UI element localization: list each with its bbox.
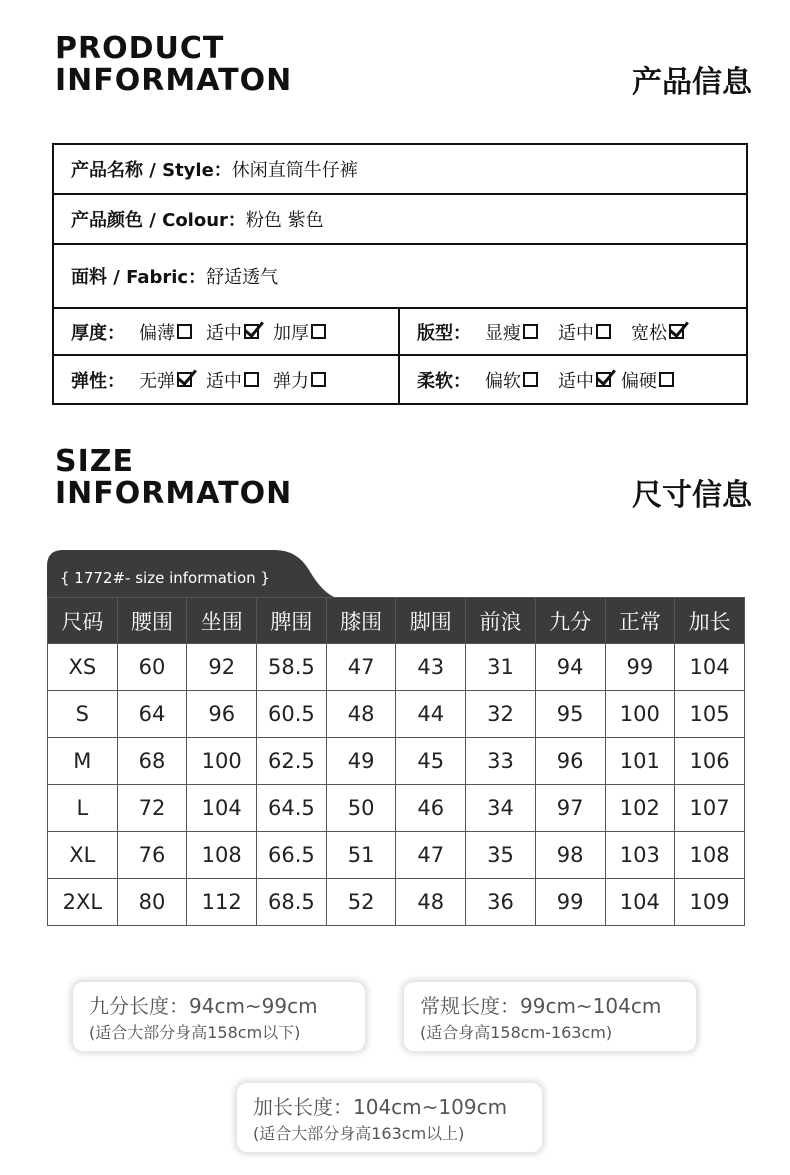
size-label-cell: L xyxy=(48,785,118,832)
product-heading-cn: 产品信息 xyxy=(632,65,752,100)
size-table-tab-label: { 1772#- size information } xyxy=(60,569,270,587)
size-value-cell: 101 xyxy=(605,738,675,785)
size-value-cell: 50 xyxy=(326,785,396,832)
checkbox-icon xyxy=(177,324,192,339)
size-value-cell: 62.5 xyxy=(257,738,327,785)
elasticity-option xyxy=(273,367,326,393)
table-row xyxy=(48,738,745,785)
fit-option xyxy=(631,319,684,345)
size-value-cell: 104 xyxy=(605,879,675,926)
size-value-cell: 64.5 xyxy=(257,785,327,832)
size-value-cell: 52 xyxy=(326,879,396,926)
length-note-long xyxy=(237,1083,542,1152)
size-table-body xyxy=(48,644,745,926)
option-text: 加厚 xyxy=(273,322,309,344)
size-value-cell: 68.5 xyxy=(257,879,327,926)
option-text: 偏软 xyxy=(485,370,521,392)
thickness-cell xyxy=(54,309,400,354)
size-value-cell: 51 xyxy=(326,832,396,879)
product-heading-en xyxy=(55,33,292,97)
size-value-cell: 95 xyxy=(535,691,605,738)
checkbox-icon xyxy=(596,324,611,339)
checkbox-icon xyxy=(244,372,259,387)
size-value-cell: 108 xyxy=(187,832,257,879)
checkbox-icon xyxy=(311,372,326,387)
fabric-label: 面料 / Fabric： xyxy=(71,267,207,288)
elasticity-label: 弹性： xyxy=(71,370,125,392)
length-note-main: 常规长度：99cm~104cm xyxy=(420,994,662,1018)
length-note-cropped xyxy=(73,982,365,1051)
softness-option xyxy=(621,367,674,393)
thickness-label: 厚度： xyxy=(71,322,125,344)
size-value-cell: 105 xyxy=(675,691,745,738)
size-label-cell: M xyxy=(48,738,118,785)
colour-value: 粉色 紫色 xyxy=(245,210,324,231)
size-heading-en xyxy=(55,446,292,510)
colour-label: 产品颜色 / Colour： xyxy=(71,210,246,231)
length-note-sub: (适合大部分身高158cm以下) xyxy=(89,1023,301,1042)
length-note-regular xyxy=(404,982,696,1051)
option-text: 适中 xyxy=(206,322,242,344)
style-row xyxy=(54,145,746,195)
size-table-header-cell: 正常 xyxy=(605,598,675,644)
elasticity-cell xyxy=(54,356,400,403)
size-value-cell: 107 xyxy=(675,785,745,832)
option-text: 适中 xyxy=(206,370,242,392)
size-value-cell: 43 xyxy=(396,644,466,691)
thickness-option xyxy=(273,319,326,345)
size-value-cell: 58.5 xyxy=(257,644,327,691)
table-row xyxy=(48,785,745,832)
size-value-cell: 32 xyxy=(466,691,536,738)
size-value-cell: 60.5 xyxy=(257,691,327,738)
size-value-cell: 33 xyxy=(466,738,536,785)
thickness-fit-row xyxy=(54,309,746,356)
size-value-cell: 99 xyxy=(535,879,605,926)
colour-row xyxy=(54,195,746,245)
size-table-header-cell: 九分 xyxy=(535,598,605,644)
size-value-cell: 100 xyxy=(187,738,257,785)
checkbox-icon xyxy=(244,324,259,339)
fit-option xyxy=(485,319,538,345)
size-value-cell: 99 xyxy=(605,644,675,691)
size-value-cell: 66.5 xyxy=(257,832,327,879)
checkbox-icon xyxy=(523,324,538,339)
option-text: 弹力 xyxy=(273,370,309,392)
checkbox-icon xyxy=(311,324,326,339)
size-label-cell: XS xyxy=(48,644,118,691)
size-value-cell: 102 xyxy=(605,785,675,832)
softness-label: 柔软： xyxy=(417,370,471,392)
checkbox-icon xyxy=(177,372,192,387)
size-value-cell: 60 xyxy=(117,644,187,691)
product-heading-line1: PRODUCT xyxy=(55,31,225,66)
size-value-cell: 76 xyxy=(117,832,187,879)
size-heading-line2: INFORMATON xyxy=(55,476,293,511)
size-table-header-cell: 脚围 xyxy=(396,598,466,644)
size-value-cell: 98 xyxy=(535,832,605,879)
table-row xyxy=(48,691,745,738)
style-value: 休闲直筒牛仔裤 xyxy=(231,160,358,181)
size-value-cell: 104 xyxy=(675,644,745,691)
size-value-cell: 36 xyxy=(466,879,536,926)
size-value-cell: 45 xyxy=(396,738,466,785)
size-table-header-cell: 坐围 xyxy=(187,598,257,644)
checkbox-icon xyxy=(523,372,538,387)
option-text: 偏硬 xyxy=(621,370,657,392)
option-text: 宽松 xyxy=(631,322,667,344)
size-value-cell: 68 xyxy=(117,738,187,785)
size-value-cell: 31 xyxy=(466,644,536,691)
option-text: 偏薄 xyxy=(139,322,175,344)
size-value-cell: 92 xyxy=(187,644,257,691)
fabric-row xyxy=(54,245,746,309)
size-table xyxy=(47,597,745,926)
size-value-cell: 100 xyxy=(605,691,675,738)
elasticity-option xyxy=(206,367,259,393)
size-table-header-cell: 腰围 xyxy=(117,598,187,644)
size-value-cell: 72 xyxy=(117,785,187,832)
size-table-header-row xyxy=(48,598,745,644)
checkbox-icon xyxy=(659,372,674,387)
softness-option xyxy=(558,367,611,393)
fit-option xyxy=(558,319,611,345)
size-value-cell: 96 xyxy=(535,738,605,785)
size-value-cell: 104 xyxy=(187,785,257,832)
length-note-main: 加长长度：104cm~109cm xyxy=(253,1095,508,1119)
size-value-cell: 48 xyxy=(326,691,396,738)
product-heading-line2: INFORMATON xyxy=(55,63,293,98)
size-value-cell: 108 xyxy=(675,832,745,879)
table-row xyxy=(48,832,745,879)
size-value-cell: 109 xyxy=(675,879,745,926)
fit-cell xyxy=(400,309,746,354)
softness-option xyxy=(485,367,538,393)
size-value-cell: 44 xyxy=(396,691,466,738)
length-note-main: 九分长度：94cm~99cm xyxy=(89,994,318,1018)
size-value-cell: 34 xyxy=(466,785,536,832)
thickness-option xyxy=(139,319,192,345)
size-table-header-cell: 膝围 xyxy=(326,598,396,644)
size-value-cell: 112 xyxy=(187,879,257,926)
size-table-header-cell: 加长 xyxy=(675,598,745,644)
size-value-cell: 35 xyxy=(466,832,536,879)
option-text: 适中 xyxy=(558,322,594,344)
length-note-sub: (适合大部分身高163cm以上) xyxy=(253,1124,465,1143)
size-value-cell: 106 xyxy=(675,738,745,785)
size-table-header-cell: 尺码 xyxy=(48,598,118,644)
table-row xyxy=(48,644,745,691)
softness-cell xyxy=(400,356,746,403)
size-value-cell: 80 xyxy=(117,879,187,926)
size-value-cell: 49 xyxy=(326,738,396,785)
fabric-value: 舒适透气 xyxy=(206,267,279,288)
size-value-cell: 48 xyxy=(396,879,466,926)
product-info-table xyxy=(52,143,748,405)
option-text: 适中 xyxy=(558,370,594,392)
fit-label: 版型： xyxy=(417,322,471,344)
size-value-cell: 94 xyxy=(535,644,605,691)
checkbox-icon xyxy=(669,324,684,339)
size-value-cell: 47 xyxy=(326,644,396,691)
option-text: 无弹 xyxy=(139,370,175,392)
checkbox-icon xyxy=(596,372,611,387)
size-value-cell: 64 xyxy=(117,691,187,738)
option-text: 显瘦 xyxy=(485,322,521,344)
size-table-header-cell: 前浪 xyxy=(466,598,536,644)
table-row xyxy=(48,879,745,926)
style-label: 产品名称 / Style： xyxy=(71,160,232,181)
size-label-cell: XL xyxy=(48,832,118,879)
elasticity-softness-row xyxy=(54,356,746,403)
size-value-cell: 103 xyxy=(605,832,675,879)
length-note-sub: (适合身高158cm-163cm) xyxy=(420,1023,613,1042)
size-heading-cn: 尺寸信息 xyxy=(632,478,752,513)
elasticity-option xyxy=(139,367,192,393)
size-value-cell: 96 xyxy=(187,691,257,738)
size-heading-line1: SIZE xyxy=(55,444,135,479)
size-label-cell: 2XL xyxy=(48,879,118,926)
size-value-cell: 46 xyxy=(396,785,466,832)
size-value-cell: 47 xyxy=(396,832,466,879)
size-table-header-cell: 脾围 xyxy=(257,598,327,644)
size-value-cell: 97 xyxy=(535,785,605,832)
thickness-option xyxy=(206,319,259,345)
size-label-cell: S xyxy=(48,691,118,738)
